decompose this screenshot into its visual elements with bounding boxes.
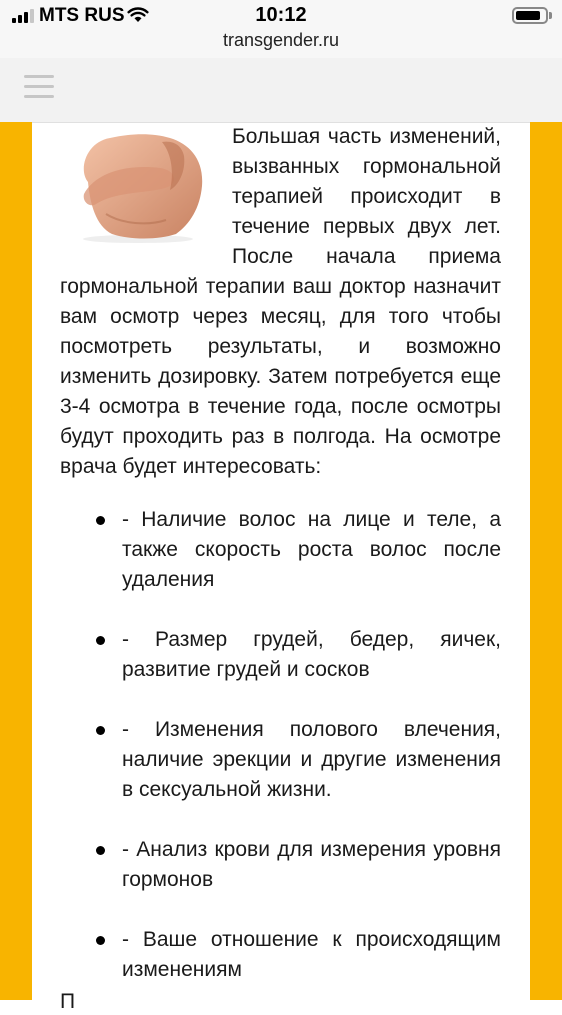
browser-chrome [0, 0, 562, 58]
battery-cap [549, 12, 552, 19]
clock: 10:12 [255, 4, 307, 26]
list-item-text: - Анализ крови для измерения уровня гормонов [122, 838, 501, 891]
intro-paragraph: Большая часть изменений, вызванных гормональной терапией происходит в течение первых двух лет. После начала приема гормональной терапии ваш доктор назначит вам осмотр через месяц, для того чтобы посмотреть результаты, и возможно изменить дозировку. Затем потребуется еще 3-4 осмотра в течение года, после осмотры будут проходить раз в полгода. На осмотре врача будет интересовать: [60, 125, 501, 478]
list-item [60, 625, 501, 685]
exam-checklist [60, 505, 501, 985]
bullet-icon [96, 726, 105, 735]
bullet-icon [96, 516, 105, 525]
torso-illustration [66, 124, 216, 244]
bullet-icon [96, 636, 105, 645]
list-item [60, 505, 501, 595]
list-item-text: - Размер грудей, бедер, яичек, развитие грудей и сосков [122, 628, 501, 681]
left-accent-bar [0, 122, 32, 1000]
right-accent-bar [530, 122, 562, 1000]
bullet-icon [96, 936, 105, 945]
site-header [0, 58, 562, 123]
bullet-icon [96, 846, 105, 855]
address-bar-url[interactable]: transgender.ru [222, 30, 340, 50]
list-item [60, 835, 501, 895]
status-bar [0, 0, 562, 30]
next-paragraph-start: П [60, 990, 76, 1013]
article-content [60, 122, 501, 1015]
list-item-text: - Ваше отношение к происходящим изменениям [122, 928, 501, 981]
hamburger-icon[interactable] [24, 75, 54, 103]
list-item-text: - Наличие волос на лице и теле, а также скорость роста волос после удаления [122, 508, 501, 591]
battery-icon [512, 7, 548, 24]
list-item [60, 715, 501, 805]
list-item [60, 925, 501, 985]
list-item-text: - Изменения полового влечения, наличие эрекции и другие изменения в сексуальной жизни. [122, 718, 501, 801]
carrier-name: MTS RUS [39, 5, 125, 26]
